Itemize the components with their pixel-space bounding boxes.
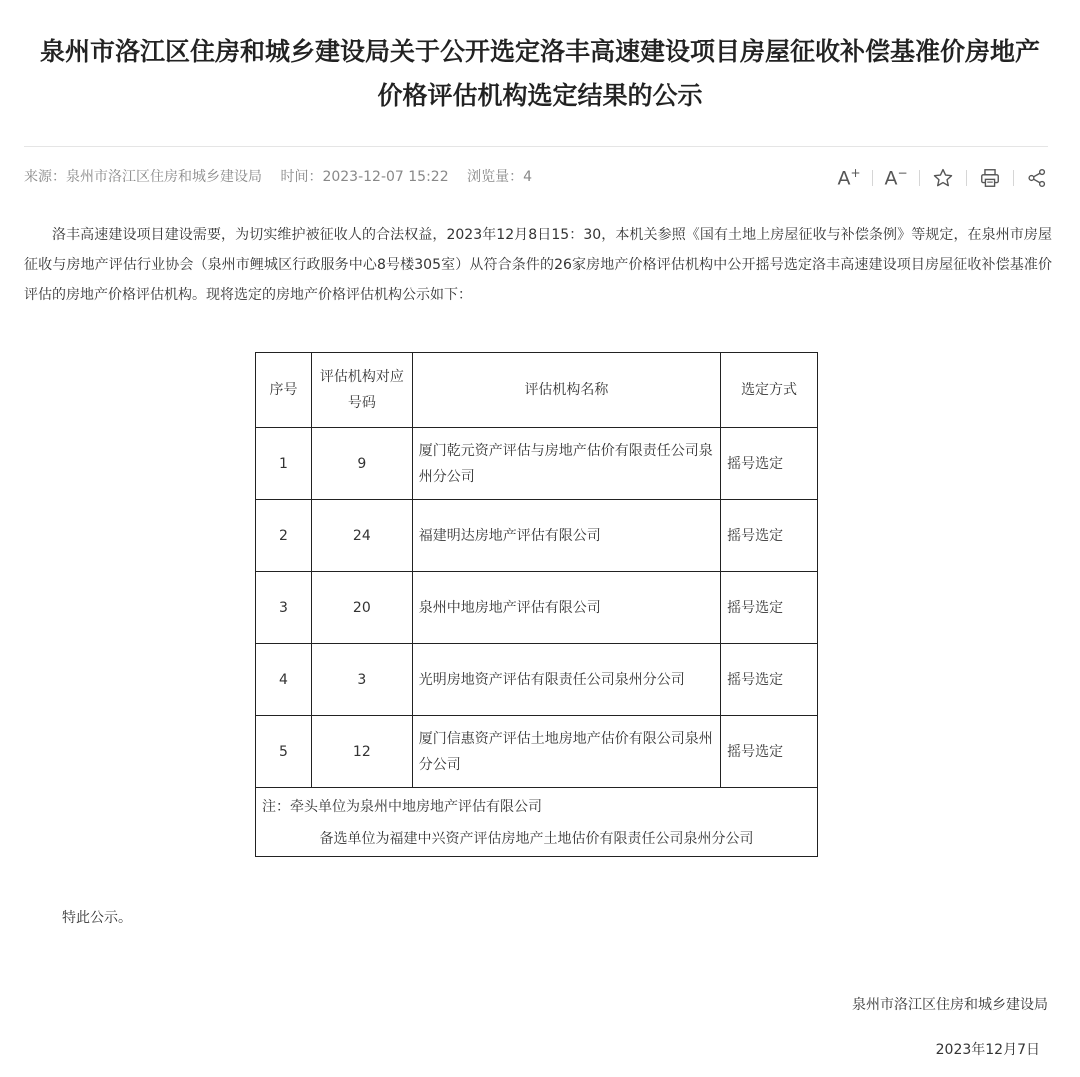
article-time: 时间：2023-12-07 15:22 [280,169,449,185]
signature-organization: 泉州市洛江区住房和城乡建设局 [852,997,1048,1013]
row-code: 12 [311,716,412,788]
table-note [256,788,818,857]
table-row [256,644,818,716]
signature-date: 2023年12月7日 [935,1042,1040,1058]
closing-text: 特此公示。 [62,910,132,926]
row-index: 3 [256,572,312,644]
font-decrease-button[interactable] [881,165,911,191]
star-icon [932,167,954,189]
note-backup-unit: 备选单位为福建中兴资产评估房地产土地估价有限责任公司泉州分公司 [319,831,754,847]
selection-result-table [255,352,818,857]
row-method: 摇号选定 [721,500,818,572]
row-name: 泉州中地房地产评估有限公司 [412,572,720,644]
row-method: 摇号选定 [721,716,818,788]
article-intro: 洛丰高速建设项目建设需要，为切实维护被征收人的合法权益，2023年12月8日15：30，本机关参照《国有土地上房屋征收与补偿条例》等规定，在泉州市房屋征收与房地产评估行业协会（泉州市鲤城区行政服务中心8号楼305室）从符合条件的26家房地产价格评估机构中公开摇号选定洛丰高速建设项目房屋征收补偿基准价评估的房地产价格评估机构。现将选定的房地产价格评估机构公示如下： [24,227,1052,303]
table-row [256,572,818,644]
toolbar-separator [1013,170,1014,186]
table-header-row [256,353,818,428]
row-method: 摇号选定 [721,572,818,644]
header-index: 序号 [256,353,312,428]
share-button[interactable] [1022,165,1052,191]
table-note-row [256,788,818,857]
row-name: 厦门信惠资产评估土地房地产估价有限公司泉州分公司 [412,716,720,788]
row-name: 福建明达房地产评估有限公司 [412,500,720,572]
table-row [256,716,818,788]
font-increase-icon: A+ [837,166,861,190]
article-views: 浏览量：4 [467,169,532,185]
article-title: 泉州市洛江区住房和城乡建设局关于公开选定洛丰高速建设项目房屋征收补偿基准价房地产 价格评估机构选定结果的公示 [39,37,1040,110]
row-index: 1 [256,428,312,500]
note-lead-unit: 注：牵头单位为泉州中地房地产评估有限公司 [262,799,542,815]
toolbar-separator [872,170,873,186]
header-code: 评估机构对应号码 [311,353,412,428]
row-index: 2 [256,500,312,572]
title-divider [24,146,1048,147]
print-button[interactable] [975,165,1005,191]
row-method: 摇号选定 [721,428,818,500]
row-code: 3 [311,644,412,716]
share-icon [1026,167,1048,189]
row-code: 24 [311,500,412,572]
article-toolbar [834,164,1052,192]
header-method: 选定方式 [721,353,818,428]
print-icon [979,167,1001,189]
toolbar-separator [966,170,967,186]
table-row [256,428,818,500]
row-name: 光明房地资产评估有限责任公司泉州分公司 [412,644,720,716]
table-row [256,500,818,572]
row-index: 4 [256,644,312,716]
row-method: 摇号选定 [721,644,818,716]
row-index: 5 [256,716,312,788]
favorite-button[interactable] [928,165,958,191]
row-code: 9 [311,428,412,500]
header-name: 评估机构名称 [412,353,720,428]
article-meta [24,167,546,187]
article-source: 来源：泉州市洛江区住房和城乡建设局 [24,169,262,185]
toolbar-separator [919,170,920,186]
row-name: 厦门乾元资产评估与房地产估价有限责任公司泉州分公司 [412,428,720,500]
row-code: 20 [311,572,412,644]
font-decrease-icon: A− [884,166,908,190]
font-increase-button[interactable] [834,165,864,191]
